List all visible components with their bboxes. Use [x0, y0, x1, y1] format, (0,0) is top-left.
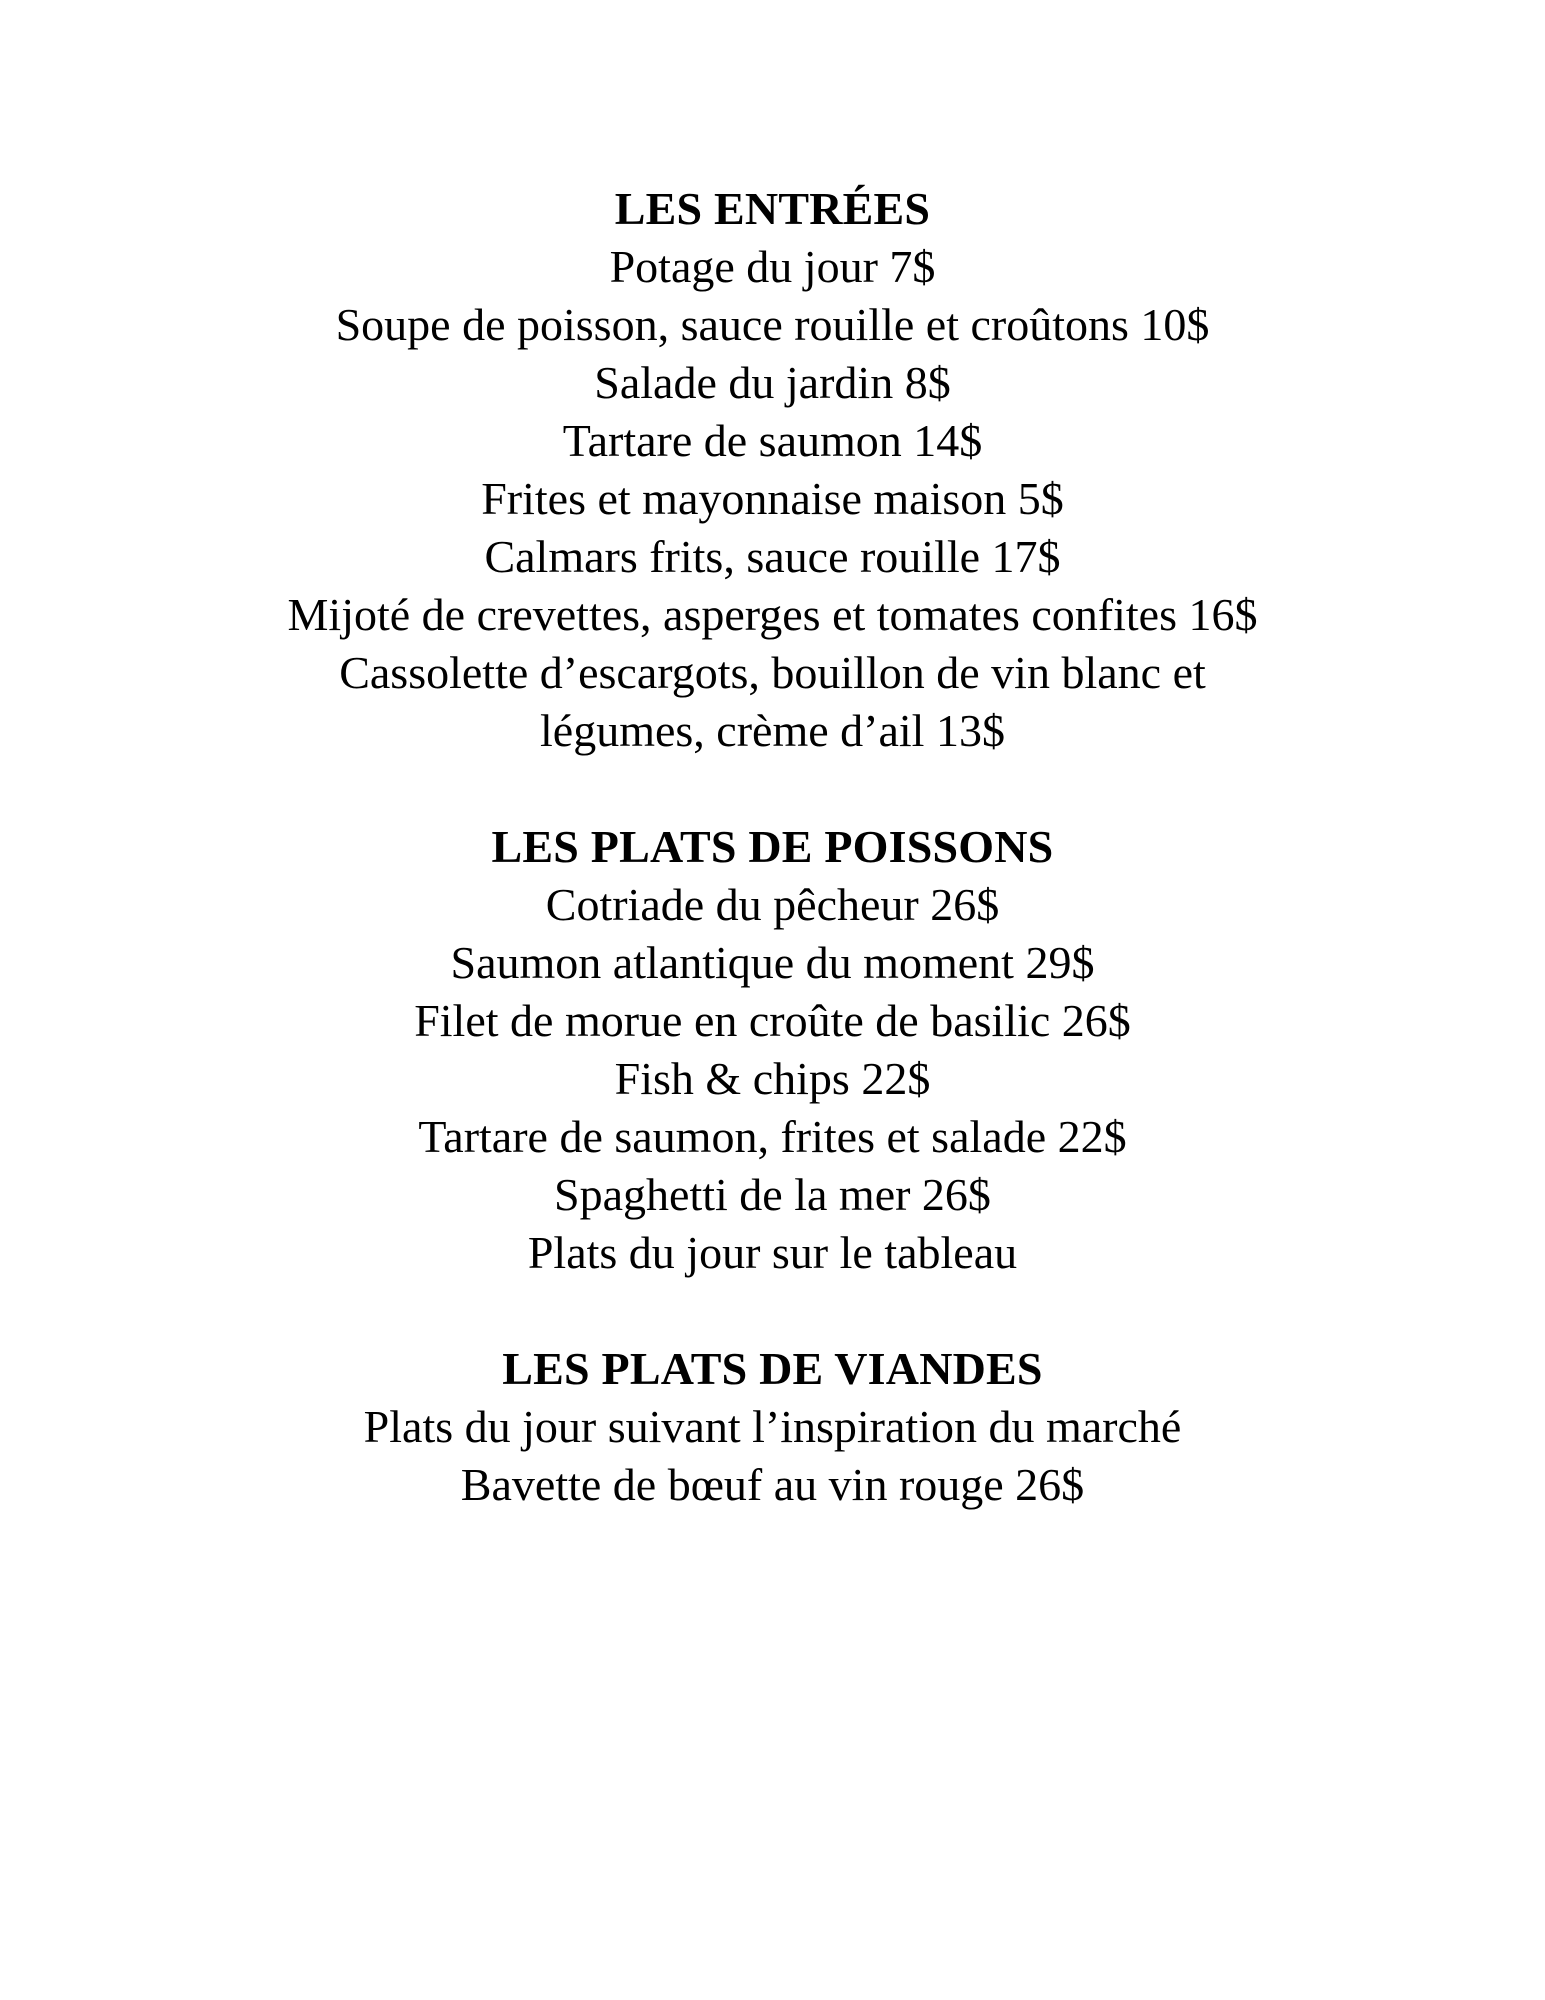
menu-item: Cassolette d’escargots, bouillon de vin blanc et légumes, crème d’ail 13$	[339, 647, 1206, 756]
section-title-entrees: LES ENTRÉES	[614, 183, 931, 234]
menu-item: Plats du jour suivant l’inspiration du marché	[363, 1401, 1182, 1452]
section-poissons	[0, 818, 1545, 1282]
section-title-poissons: LES PLATS DE POISSONS	[491, 821, 1054, 872]
menu-item: Plats du jour sur le tableau	[527, 1227, 1018, 1278]
menu-item: Fish & chips 22$	[614, 1053, 931, 1104]
menu-item: Bavette de bœuf au vin rouge 26$	[460, 1459, 1085, 1510]
menu-content	[0, 180, 1545, 1514]
section-title-viandes: LES PLATS DE VIANDES	[502, 1343, 1043, 1394]
item-list-viandes	[0, 1398, 1545, 1514]
item-list-poissons	[0, 876, 1545, 1282]
menu-item: Tartare de saumon, frites et salade 22$	[418, 1111, 1127, 1162]
menu-item: Soupe de poisson, sauce rouille et croûtons 10$	[335, 299, 1210, 350]
menu-item: Potage du jour 7$	[609, 241, 936, 292]
menu-item: Spaghetti de la mer 26$	[554, 1169, 991, 1220]
item-list-entrees	[0, 238, 1545, 760]
menu-item: Filet de morue en croûte de basilic 26$	[414, 995, 1131, 1046]
menu-item: Saumon atlantique du moment 29$	[450, 937, 1095, 988]
section-entrees	[0, 180, 1545, 760]
section-viandes	[0, 1340, 1545, 1514]
menu-item: Frites et mayonnaise maison 5$	[481, 473, 1064, 524]
menu-item: Tartare de saumon 14$	[562, 415, 983, 466]
menu-item: Calmars frits, sauce rouille 17$	[484, 531, 1061, 582]
menu-item: Cotriade du pêcheur 26$	[545, 879, 1000, 930]
menu-item: Salade du jardin 8$	[594, 357, 951, 408]
menu-item: Mijoté de crevettes, asperges et tomates confites 16$	[287, 589, 1258, 640]
